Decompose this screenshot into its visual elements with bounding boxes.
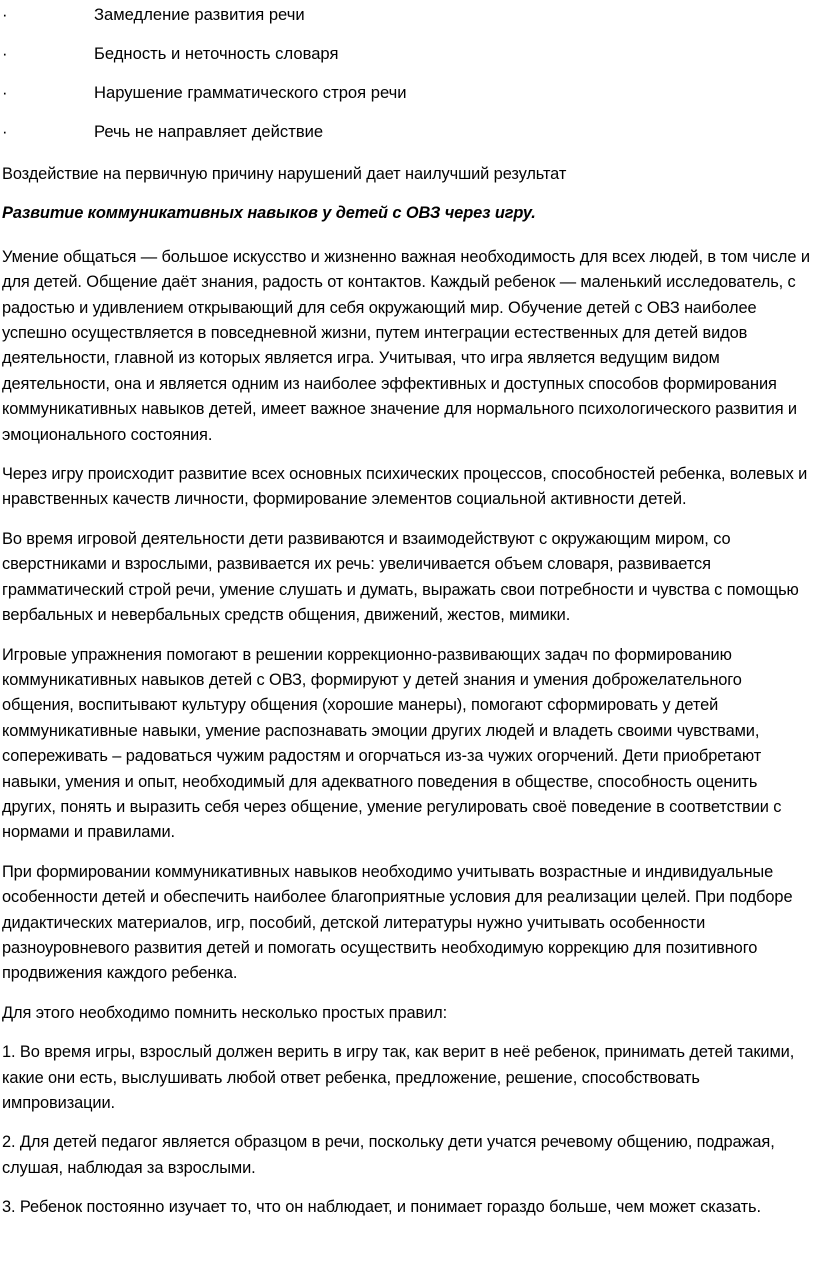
bullet-marker: · — [2, 83, 8, 102]
paragraph-play-development: Через игру происходит развитие всех основных психических процессов, способностей ребенка, волевых и нравственных качеств личности, формирование элементов социальной активности детей. — [2, 465, 808, 509]
bullet-marker: · — [2, 5, 8, 24]
list-item-text: Бедность и неточность словаря — [94, 44, 339, 63]
list-item — [2, 121, 816, 160]
paragraph-play-activity: Во время игровой деятельности дети развиваются и взаимодействуют с окружающим миром, со сверстниками и взрослыми, развивается их речь: увеличивается объем словаря, развивается грамматический строй речи, умение слушать и думать, выражать свои потребности и чувства с помощью вербальных и невербальных средств общения, движений, жестов, мимики. — [2, 529, 799, 625]
rule-item: 1. Во время игры, взрослый должен верить в игру так, как верит в неё ребенок, принимать детей такими, какие они есть, выслушивать любой ответ ребенка, предложение, решение, способствовать импровизации. — [2, 1043, 795, 1112]
bullet-list — [2, 4, 816, 160]
list-item — [2, 43, 816, 82]
section-heading: Развитие коммуникативных навыков у детей с ОВЗ через игру. — [2, 204, 536, 223]
paragraph-primary-cause: Воздействие на первичную причину нарушений дает наилучший результат — [2, 165, 567, 183]
bullet-marker: · — [2, 122, 8, 141]
list-item-text: Замедление развития речи — [94, 5, 305, 24]
bullet-marker: · — [2, 44, 8, 63]
list-item — [2, 4, 816, 43]
rule-item: 3. Ребенок постоянно изучает то, что он наблюдает, и понимает гораздо больше, чем может сказать. — [2, 1198, 761, 1217]
rule-item: 2. Для детей педагог является образцом в речи, поскольку дети учатся речевому общению, подражая, слушая, наблюдая за взрослыми. — [2, 1133, 775, 1177]
paragraph-rules-intro: Для этого необходимо помнить несколько простых правил: — [2, 1003, 448, 1022]
list-item-text: Нарушение грамматического строя речи — [94, 83, 407, 102]
list-item — [2, 82, 816, 121]
paragraph-communication-skill: Умение общаться — большое искусство и жизненно важная необходимость для всех людей, в том числе и для детей. Общение даёт знания, радость от контактов. Каждый ребенок — маленький исследователь, с радостью и удивлением открывающий для себя окружающий мир. Обучение детей с ОВЗ наиболее успешно осуществляется в повседневной жизни, путем интеграции естественных для детей видов деятельности, главной из которых является игра. Учитывая, что игра является ведущим видом деятельности, она и является одним из наиболее эффективных и доступных способов формирования коммуникативных навыков детей, имеет важное значение для нормального психологического развития и эмоционального состояния. — [2, 247, 810, 444]
list-item-text: Речь не направляет действие — [94, 122, 324, 141]
paragraph-forming-skills: При формировании коммуникативных навыков необходимо учитывать возрастные и индивидуальные особенности детей и обеспечить наиболее благоприятные условия для реализации целей. При подборе дидактических материалов, игр, пособий, детской литературы нужно учитывать особенности разноуровневого развития детей и помогать осуществить необходимую коррекцию для позитивного продвижения каждого ребенка. — [2, 862, 793, 983]
paragraph-game-exercises: Игровые упражнения помогают в решении коррекционно-развивающих задач по формированию коммуникативных навыков детей с ОВЗ, формируют у детей знания и умения доброжелательного общения, воспитывают культуру общения (хорошие манеры), помогают сформировать у детей коммуникативные навыки, умение распознавать эмоции других людей и владеть своими чувствами, сопереживать – радоваться чужим радостям и огорчаться из-за чужих огорчений. Дети приобретают навыки, умения и опыт, необходимый для адекватного поведения в обществе, способность оценить других, понять и выразить себя через общение, умение регулировать своё поведение в соответствии с нормами и правилами. — [2, 645, 782, 842]
